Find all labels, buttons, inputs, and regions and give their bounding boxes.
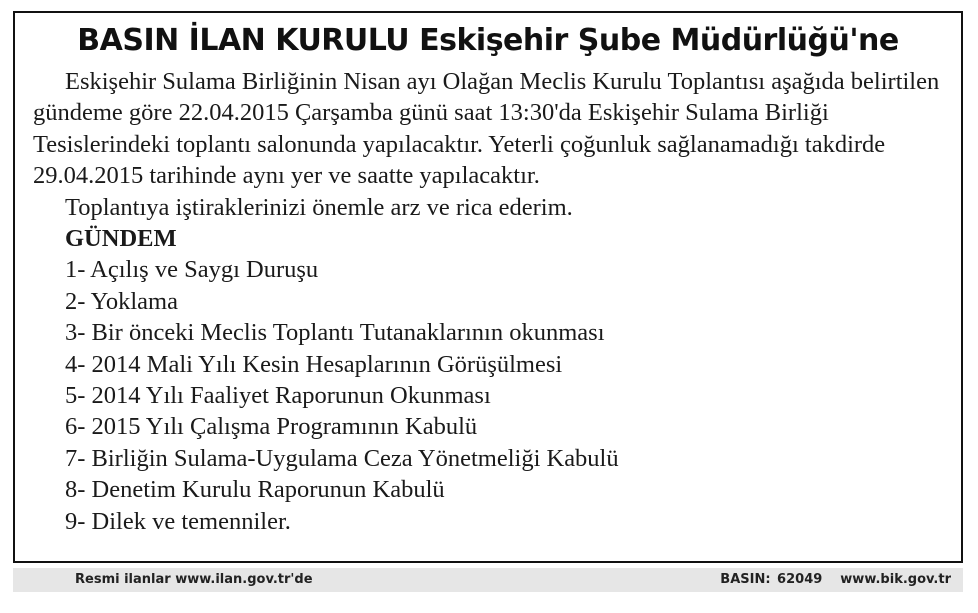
agenda-list <box>33 254 945 537</box>
agenda-item: 3- Bir önceki Meclis Toplantı Tutanaklarının okunması <box>65 319 605 347</box>
agenda-item: 8- Denetim Kurulu Raporunun Kabulü <box>65 476 445 504</box>
notice-paragraph: Eskişehir Sulama Birliğinin Nisan ayı Olağan Meclis Kurulu Toplantısı aşağıda belirtilen gündeme göre 22.04.2015 Çarşamba günü saat 13:30'da Eskişehir Sulama Birliği Tesislerindeki toplantı salonunda yapılacaktır. Yeterli çoğunluk sağlanamadığı takdirde 29.04.2015 tarihinde aynı yer ve saatte yapılacaktır. <box>33 68 940 190</box>
agenda-item: 2- Yoklama <box>65 287 178 315</box>
agenda-title: GÜNDEM <box>65 225 177 253</box>
agenda-item: 7- Birliğin Sulama-Uygulama Ceza Yönetmeliği Kabulü <box>65 444 619 472</box>
agenda-item: 1- Açılış ve Saygı Duruşu <box>65 256 319 284</box>
footer-bar <box>13 568 963 592</box>
notice-title: BASIN İLAN KURULU Eskişehir Şube Müdürlüğü'ne <box>77 23 899 58</box>
agenda-item: 5- 2014 Yılı Faaliyet Raporunun Okunması <box>65 382 491 410</box>
basin-code: BASIN: 62049 <box>720 572 823 587</box>
footer-official-notices-link[interactable]: Resmi ilanlar www.ilan.gov.tr'de <box>75 572 313 587</box>
footer-website-link[interactable]: www.bik.gov.tr <box>840 572 951 587</box>
agenda-item: 9- Dilek ve temenniler. <box>65 507 291 535</box>
notice-body <box>33 66 945 537</box>
footer-right <box>720 568 951 592</box>
agenda-item: 4- 2014 Mali Yılı Kesin Hesaplarının Görüşülmesi <box>65 350 563 378</box>
notice-box <box>13 11 963 563</box>
agenda-item: 6- 2015 Yılı Çalışma Programının Kabulü <box>65 413 478 441</box>
notice-closing: Toplantıya iştiraklerinizi önemle arz ve rica ederim. <box>65 193 573 221</box>
